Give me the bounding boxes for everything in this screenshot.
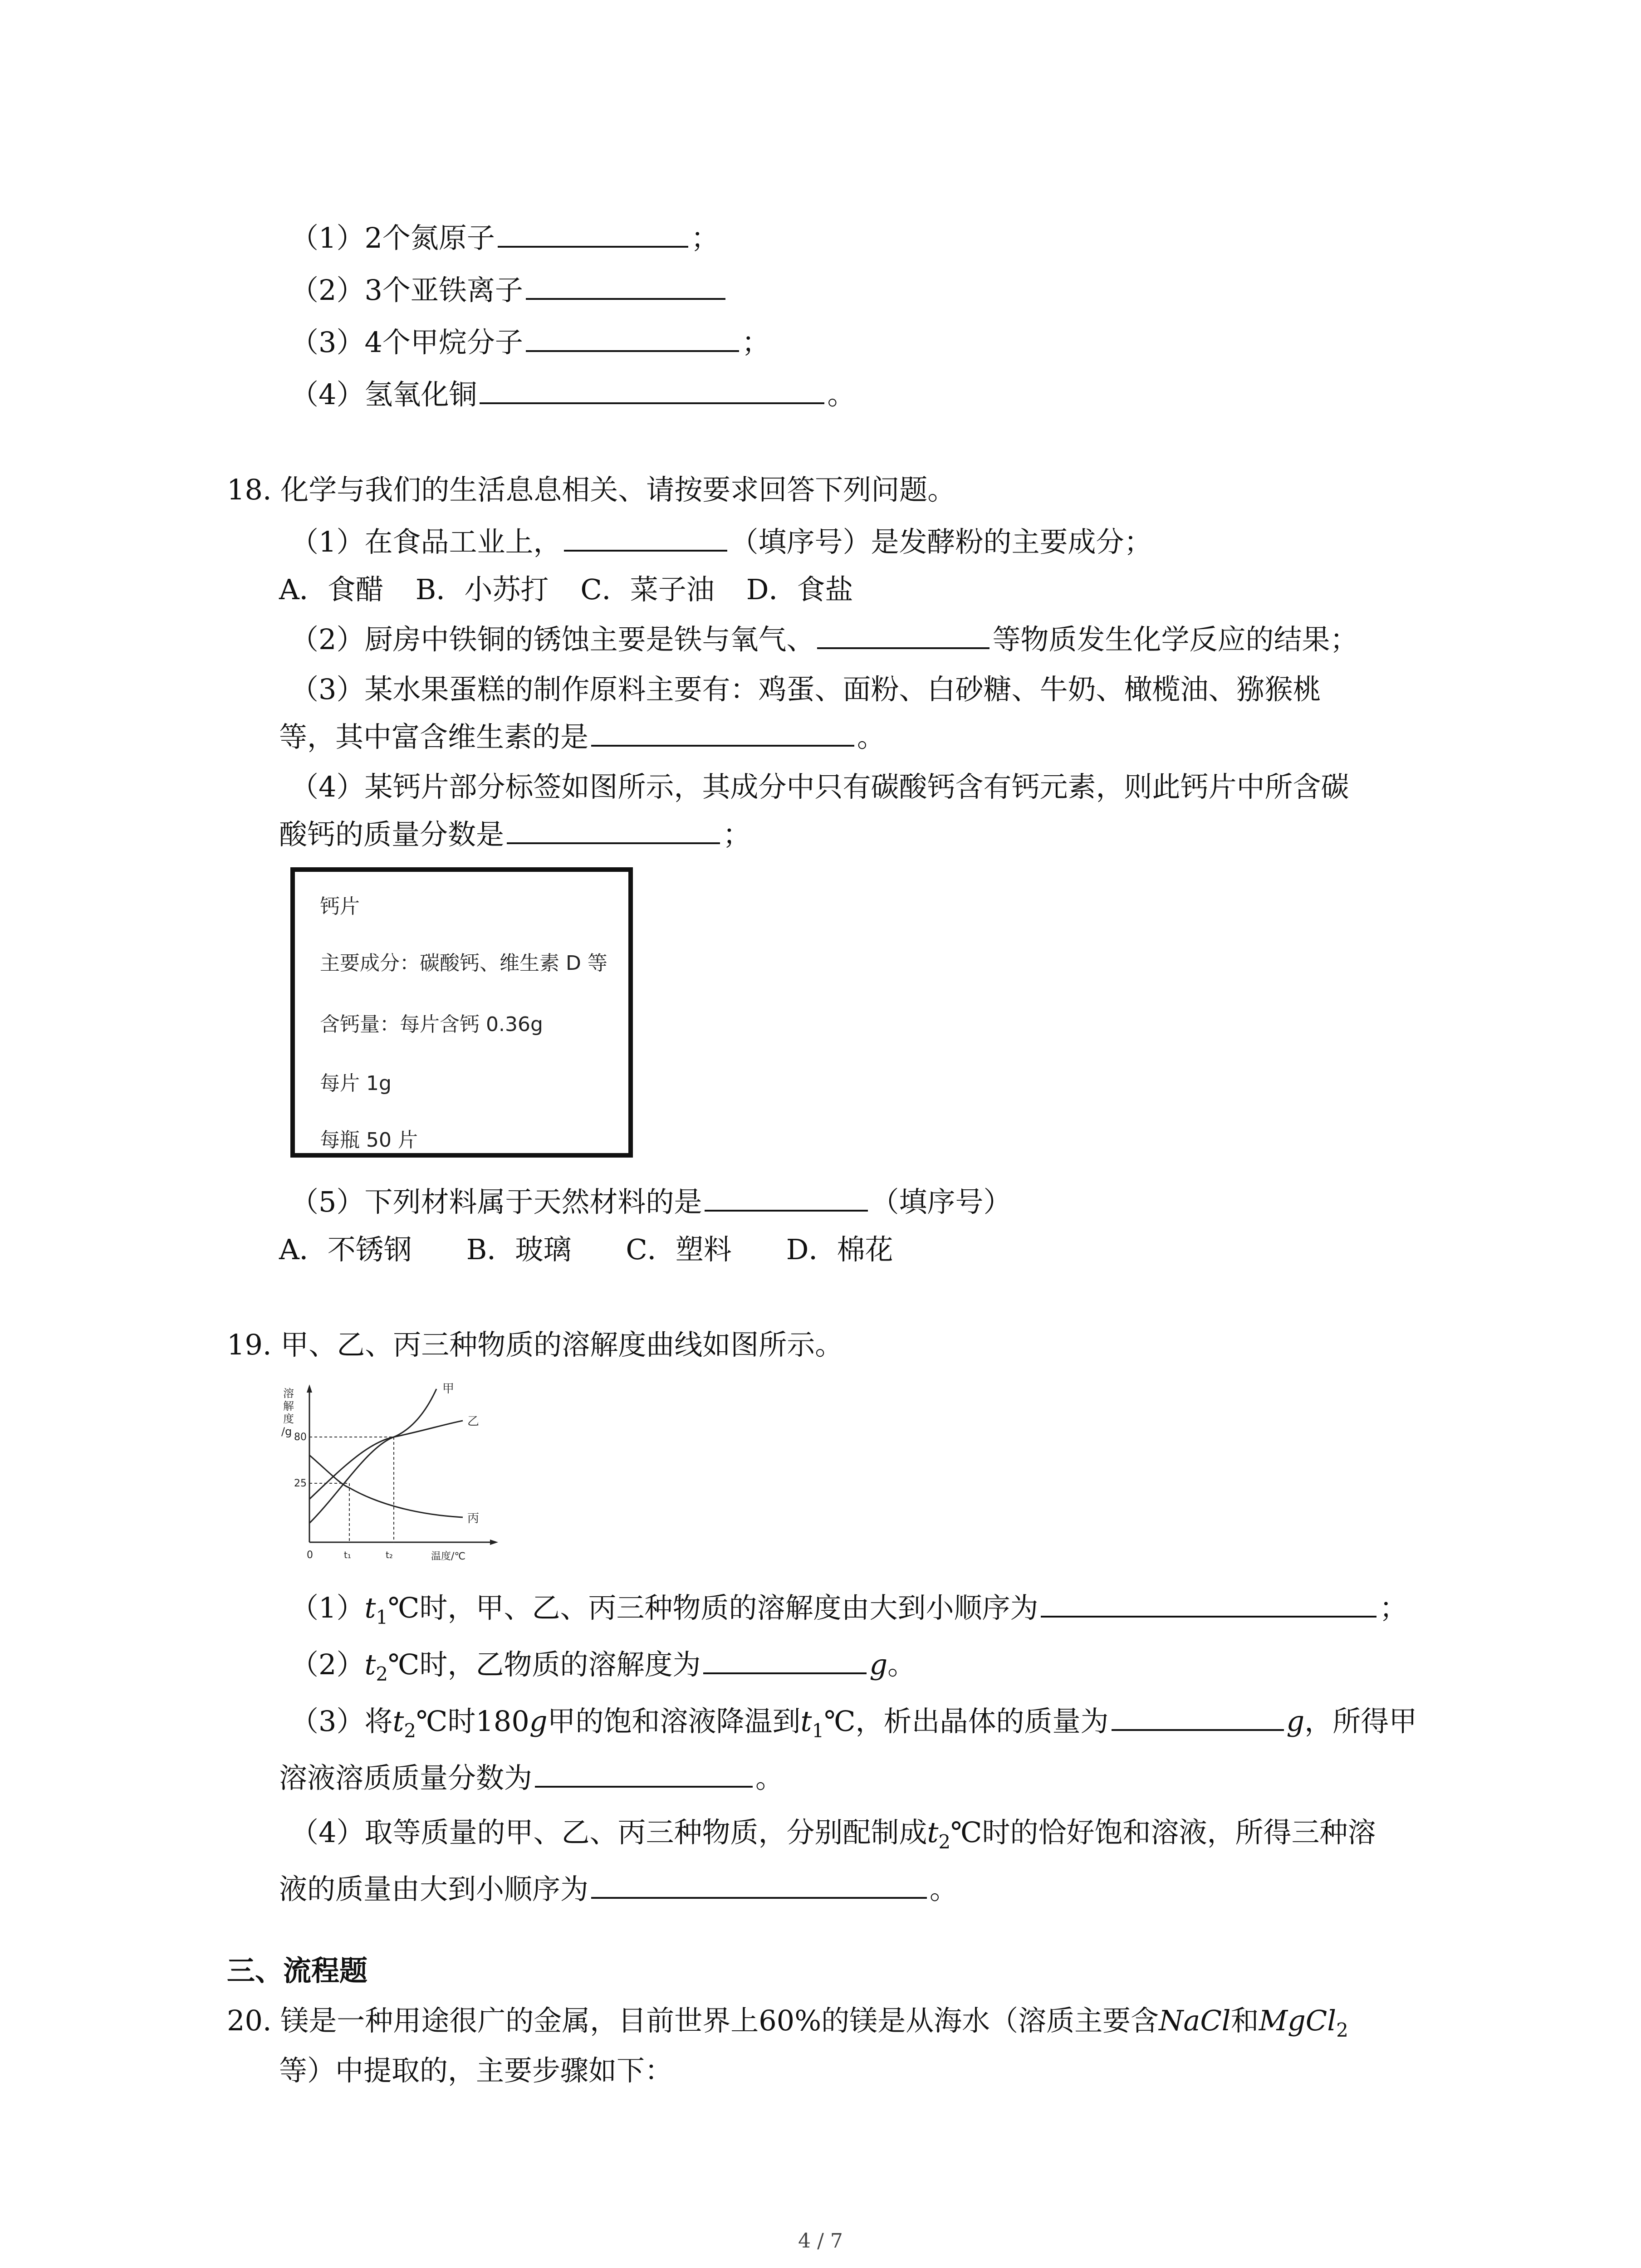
q19-stem: 19. 甲、乙、丙三种物质的溶解度曲线如图所示。	[227, 1328, 843, 1361]
q19-part3-a: （3）将	[290, 1705, 393, 1738]
q19-part3-b: ℃时180	[416, 1705, 529, 1738]
answer-blank[interactable]	[526, 271, 725, 300]
q17-item-4	[290, 374, 855, 415]
q18-part1-pre: （1）在食品工业上，	[290, 525, 562, 558]
q18-part2-pre: （2）厨房中铁铜的锈蚀主要是铁与氧气、	[290, 623, 815, 656]
option-d: D．食盐	[746, 573, 853, 606]
q18-part2	[290, 619, 1358, 660]
q18-part4-line1: （4）某钙片部分标签如图所示，其成分中只有碳酸钙含有钙元素，则此钙片中所含碳	[290, 770, 1349, 803]
curve-yi	[309, 1421, 463, 1499]
x-tick-t1: t₁	[344, 1549, 351, 1560]
series-label-yi: 乙	[467, 1415, 480, 1428]
series-label-bing: 丙	[467, 1512, 480, 1525]
q17-item-2-text: （2）3个亚铁离子	[290, 274, 523, 307]
var-t: t	[927, 1816, 939, 1849]
q17-item-4-end: 。	[827, 378, 856, 411]
y-axis-label	[281, 1387, 298, 1438]
series-label-jia: 甲	[442, 1382, 455, 1396]
y-label-char: 溶	[283, 1387, 294, 1400]
y-label-char: 度	[283, 1413, 294, 1425]
option-b: B．玻璃	[466, 1233, 572, 1266]
q20-line2: 等）中提取的，主要步骤如下：	[279, 2054, 673, 2087]
answer-blank[interactable]	[526, 323, 739, 352]
q18-part1-post: （填序号）是发酵粉的主要成分；	[730, 525, 1152, 558]
q18-part1	[290, 522, 1152, 562]
q19-part4-line2	[279, 1869, 958, 1910]
var-t: t	[364, 1591, 376, 1624]
y-label-char: /g	[281, 1425, 292, 1438]
q18-part3-post: 。	[857, 720, 886, 753]
answer-blank[interactable]	[507, 815, 720, 844]
q19-part1-post: ℃时，甲、乙、丙三种物质的溶解度由大到小顺序为	[388, 1591, 1038, 1624]
answer-blank[interactable]	[1112, 1702, 1284, 1731]
q20-line1	[227, 2000, 1348, 2051]
formula-nacl: NaCl	[1159, 2004, 1231, 2037]
y-tick-25: 25	[294, 1478, 307, 1489]
q19-part3-d: ℃，析出晶体的质量为	[824, 1705, 1109, 1738]
var-t: t	[392, 1705, 404, 1738]
label-ingredients: 主要成分：碳酸钙、维生素 D 等	[320, 952, 607, 975]
unit-g: g	[529, 1705, 548, 1738]
q17-item-3	[290, 322, 770, 363]
q17-item-1	[290, 218, 719, 259]
answer-blank[interactable]	[591, 1870, 927, 1899]
answer-blank[interactable]	[817, 620, 989, 649]
q18-part5	[290, 1182, 1011, 1222]
q17-item-4-text: （4）氢氧化铜	[290, 378, 477, 411]
unit-g: g	[869, 1648, 888, 1681]
q18-part3-line1: （3）某水果蛋糕的制作原料主要有：鸡蛋、面粉、白砂糖、牛奶、橄榄油、猕猴桃	[290, 673, 1321, 706]
answer-blank[interactable]	[705, 1183, 868, 1212]
q19-part3-e: ，所得甲	[1304, 1705, 1417, 1738]
var-t: t	[800, 1705, 812, 1738]
subscript: 2	[376, 1663, 388, 1685]
q19-part4-line2-pre: 液的质量由大到小顺序为	[279, 1872, 589, 1906]
q18-part2-post: 等物质发生化学反应的结果；	[992, 623, 1358, 656]
subscript: 2	[938, 1831, 951, 1853]
answer-blank[interactable]	[591, 718, 854, 747]
label-calcium: 含钙量：每片含钙 0.36g	[320, 1013, 543, 1036]
q19-part2	[290, 1644, 916, 1695]
answer-blank[interactable]	[480, 375, 824, 404]
x-axis-arrow	[490, 1540, 498, 1545]
section-heading: 三、流程题	[227, 1954, 368, 1987]
q18-part3-pre: 等，其中富含维生素的是	[279, 720, 589, 753]
option-c: C．菜子油	[580, 573, 715, 606]
answer-blank[interactable]	[535, 1759, 753, 1788]
solubility-curve-chart	[277, 1379, 513, 1574]
unit-g: g	[1286, 1705, 1305, 1738]
q19-part2-pre: （2）	[290, 1648, 365, 1681]
label-per-bottle: 每瓶 50 片	[320, 1129, 418, 1152]
q19-part3-line2	[279, 1758, 784, 1799]
q19-part4-a: （4）取等质量的甲、乙、丙三种物质，分别配制成	[290, 1816, 927, 1849]
answer-blank[interactable]	[564, 523, 727, 552]
answer-blank[interactable]	[703, 1645, 867, 1674]
q17-item-1-end: ；	[691, 221, 719, 254]
answer-blank[interactable]	[498, 219, 688, 248]
formula-mgcl2: MgCl	[1259, 2004, 1337, 2037]
q19-part1-pre: （1）	[290, 1591, 365, 1624]
option-a: A．不锈钢	[279, 1233, 412, 1266]
calcium-label-box	[290, 867, 633, 1158]
option-b: B．小苏打	[415, 573, 549, 606]
q18-part4-line2	[279, 814, 751, 855]
q18-part5-pre: （5）下列材料属于天然材料的是	[290, 1185, 702, 1218]
x-tick-t2: t₂	[386, 1549, 393, 1560]
label-per-tablet: 每片 1g	[320, 1072, 392, 1095]
q17-item-3-end: ；	[741, 326, 770, 359]
x-axis-label: 温度/℃	[431, 1551, 466, 1562]
page-number: 4 / 7	[798, 2229, 843, 2253]
option-a: A．食醋	[279, 573, 384, 606]
option-c: C．塑料	[626, 1233, 732, 1266]
q19-part4-line2-post: 。	[930, 1872, 958, 1906]
subscript: 2	[1336, 2019, 1348, 2041]
q18-part1-options	[279, 569, 885, 610]
curve-bing	[309, 1455, 463, 1517]
q18-part4-pre: 酸钙的质量分数是	[279, 818, 505, 851]
q18-part3-line2	[279, 717, 885, 758]
y-tick-80: 80	[294, 1432, 307, 1443]
q20-line1-text: 20. 镁是一种用途很广的金属，目前世界上60%的镁是从海水（溶质主要含	[227, 2004, 1159, 2037]
q17-item-1-text: （1）2个氮原子	[290, 221, 495, 254]
subscript: 1	[376, 1606, 388, 1628]
q19-part4-line1	[290, 1812, 1376, 1862]
q19-part1	[290, 1588, 1407, 1638]
answer-blank[interactable]	[1041, 1589, 1376, 1618]
subscript: 2	[404, 1720, 416, 1742]
q19-part2-end: 。	[887, 1648, 916, 1681]
var-t: t	[364, 1648, 376, 1681]
x-tick-0: 0	[307, 1549, 313, 1561]
q17-item-2	[290, 270, 728, 311]
q19-part1-end: ；	[1379, 1591, 1408, 1624]
subscript: 1	[812, 1720, 824, 1742]
q19-part4-b: ℃时的恰好饱和溶液，所得三种溶	[950, 1816, 1376, 1849]
q19-part3-line1	[290, 1701, 1417, 1751]
q18-stem: 18. 化学与我们的生活息息相关、请按要求回答下列问题。	[227, 473, 956, 506]
q20-and: 和	[1230, 2004, 1259, 2037]
q18-part4-post: ；	[723, 818, 751, 851]
q18-part5-post: （填序号）	[871, 1185, 1012, 1218]
q17-item-3-text: （3）4个甲烷分子	[290, 326, 523, 359]
y-axis-arrow	[307, 1384, 312, 1393]
q19-part3-c: 甲的饱和溶液降温到	[547, 1705, 801, 1738]
q19-part3-line2-pre: 溶液溶质质量分数为	[279, 1761, 533, 1794]
y-label-char: 解	[283, 1400, 294, 1413]
q19-part2-post: ℃时，乙物质的溶解度为	[388, 1648, 701, 1681]
curve-jia	[309, 1389, 436, 1523]
q19-part3-line2-post: 。	[755, 1761, 784, 1794]
q18-part5-options	[279, 1229, 925, 1270]
label-title: 钙片	[320, 895, 360, 918]
option-d: D．棉花	[786, 1233, 893, 1266]
